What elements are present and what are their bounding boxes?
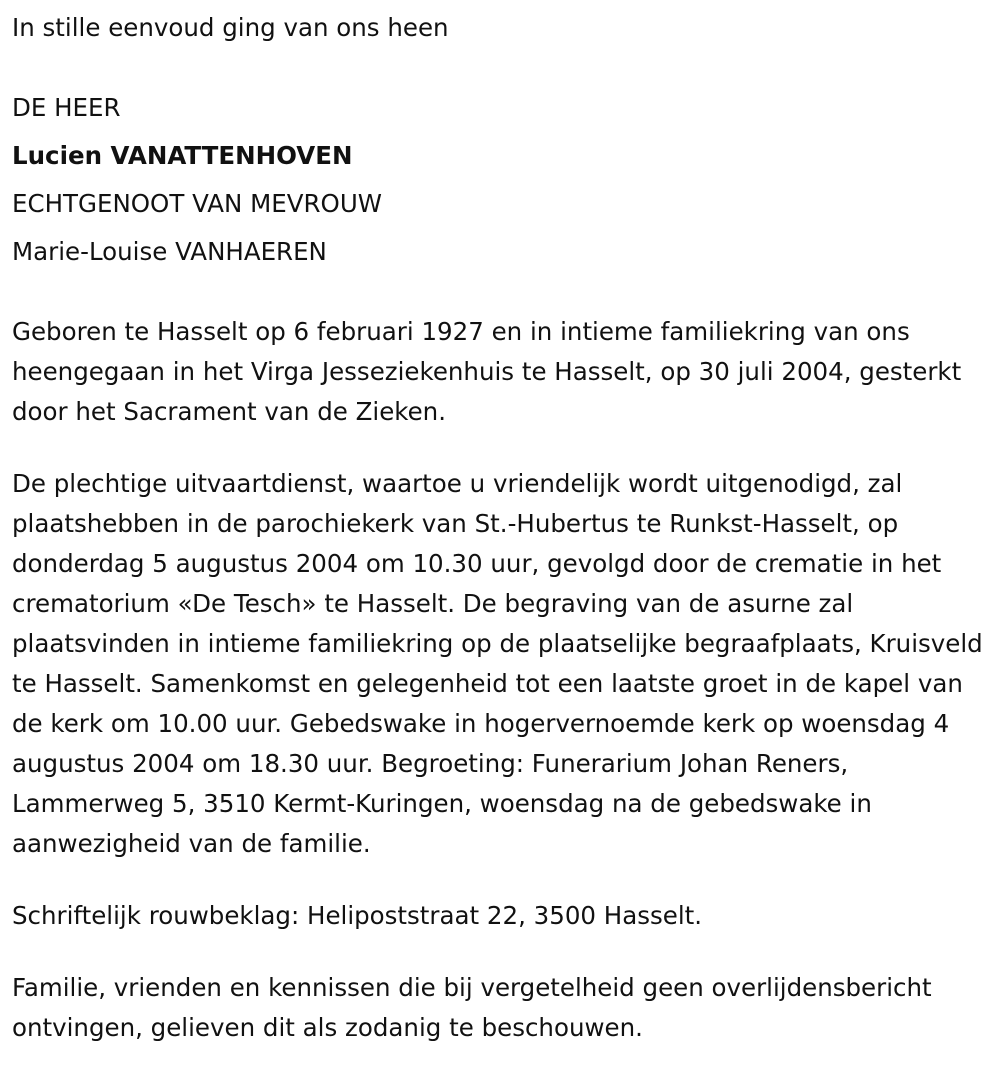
birth-death-paragraph: Geboren te Hasselt op 6 februari 1927 en in intieme familiekring van ons heengegaan in het Virga Jesseziekenhuis te Hasselt, op 30 juli 2004, gesterkt door het Sacrament van de Zieken. <box>12 317 962 426</box>
title-text: DE HEER <box>12 93 121 122</box>
relation-text: ECHTGENOOT VAN MEVROUW <box>12 189 383 218</box>
spouse-name: Marie-Louise VANHAEREN <box>12 237 327 266</box>
condolence-address-paragraph: Schriftelijk rouwbeklag: Helipoststraat 22, 3500 Hasselt. <box>12 901 703 930</box>
closing-paragraph: Familie, vrienden en kennissen die bij vergetelheid geen overlijdensbericht ontvingen, gelieven dit als zodanig te beschouwen. <box>12 973 932 1042</box>
deceased-name: Lucien VANATTENHOVEN <box>12 141 353 170</box>
intro-text: In stille eenvoud ging van ons heen <box>12 13 449 42</box>
funeral-service-paragraph: De plechtige uitvaartdienst, waartoe u vriendelijk wordt uitgenodigd, zal plaatshebben in de parochiekerk van St.-Hubertus te Runkst-Hasselt, op donderdag 5 augustus 2004 om 10.30 uur, gevolgd door de crematie in het crematorium «De Tesch» te Hasselt. De begraving van de asurne zal plaatsvinden in intieme familiekring op de plaatselijke begraafplaats, Kruisveld te Hasselt. Samenkomst en gelegenheid tot een laatste groet in de kapel van de kerk om 10.00 uur. Gebedswake in hogervernoemde kerk op woensdag 4 augustus 2004 om 18.30 uur. Begroeting: Funerarium Johan Reners, Lammerweg 5, 3510 Kermt-Kuringen, woensdag na de gebedswake in aanwezigheid van de familie. <box>12 469 983 858</box>
